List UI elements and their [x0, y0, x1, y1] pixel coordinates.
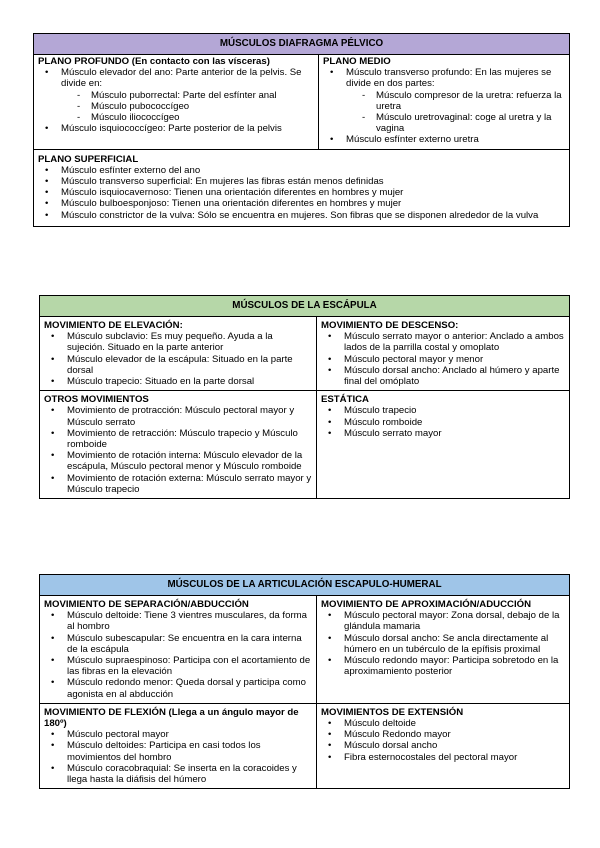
list-item	[344, 718, 565, 729]
list-item	[67, 610, 312, 632]
list-item	[61, 210, 565, 221]
list-item-text: Músculo isquiocavernoso: Tienen una orientación diferentes en hombres y mujer	[61, 187, 404, 199]
list-item	[346, 134, 565, 145]
list-item	[67, 473, 312, 495]
shoulder-abduction-title: MOVIMIENTO DE SEPARACIÓN/ABDUCCIÓN	[44, 599, 249, 610]
list-item-text: Músculo pectoral mayor y menor	[344, 353, 484, 365]
list-item	[67, 763, 312, 785]
list-item-text: Músculo elevador de la escápula: Situado en la parte dorsal	[67, 353, 293, 376]
sub-list	[61, 90, 314, 124]
list-item	[344, 405, 565, 416]
list-item-text: Músculo pectoral mayor	[67, 729, 169, 741]
list-item-text: Músculo esfínter externo uretra	[346, 134, 479, 146]
list-item-text: Músculo redondo mayor: Participa sobretodo en la aproximamiento posterior	[344, 655, 559, 678]
list-item-text: Músculo isquiococcígeo: Parte posterior de la pelvis	[61, 123, 282, 135]
scapula-elevation-list	[44, 331, 312, 387]
list-item-text: Músculo subclavio: Es muy pequeño. Ayuda a la sujeción. Situado en la parte anterior	[67, 331, 273, 354]
pelvic-row-2	[34, 150, 569, 226]
scapula-static-title: ESTÁTICA	[321, 394, 369, 406]
sub-list-item: - Músculo puborrectal: Parte del esfínter anal	[91, 90, 314, 101]
list-item	[67, 450, 312, 472]
list-item	[67, 740, 312, 762]
scapula-other-cell	[40, 391, 316, 498]
sub-list-item: - Músculo compresor de la uretra: refuerza la uretra	[376, 90, 565, 112]
list-item	[67, 633, 312, 655]
list-item	[344, 331, 565, 353]
list-item	[344, 752, 565, 763]
shoulder-table	[39, 574, 570, 789]
shoulder-extension-cell	[316, 704, 569, 788]
list-item	[67, 405, 312, 427]
shoulder-abduction-list	[44, 610, 312, 700]
list-item-text: Músculo pectoral mayor: Zona dorsal, debajo de la glándula mamaria	[344, 610, 560, 633]
shoulder-adduction-title: MOVIMIENTO DE APROXIMACIÓN/ADUCCIÓN	[321, 599, 532, 610]
shoulder-extension-list	[321, 718, 565, 763]
scapula-static-cell	[316, 391, 569, 498]
list-item	[61, 67, 314, 123]
scapula-descent-title: MOVIMIENTO DE DESCENSO:	[321, 320, 459, 331]
pelvic-row-1	[34, 55, 569, 150]
sub-list-item: - Músculo iliococcígeo	[91, 112, 314, 123]
list-item	[61, 198, 565, 209]
scapula-elevation-title: MOVIMIENTO DE ELEVACIÓN:	[44, 320, 183, 331]
scapula-table	[39, 295, 570, 499]
list-item-text: Músculo deltoide: Tiene 3 vientres musculares, da forma al hombro	[67, 610, 307, 633]
list-item	[344, 740, 565, 751]
list-item	[344, 354, 565, 365]
shoulder-header: MÚSCULOS DE LA ARTICULACIÓN ESCAPULO-HUMERAL	[40, 575, 569, 596]
list-item-text: Movimiento de rotación interna: Músculo elevador de la escápula, Músculo pectoral menor y Músculo romboide	[67, 450, 303, 473]
list-item-text: Músculo serrato mayor	[344, 427, 442, 439]
list-item	[67, 331, 312, 353]
list-item-text: Músculo romboide	[344, 416, 423, 428]
list-item-text: Músculo subescapular: Se encuentra en la cara interna de la escápula	[67, 632, 302, 655]
list-item	[346, 67, 565, 134]
list-item-text: Fibra esternocostales del pectoral mayor	[344, 751, 518, 763]
list-item	[344, 417, 565, 428]
pelvic-superficial-list	[38, 165, 565, 221]
list-item	[67, 428, 312, 450]
list-item-text: Movimiento de rotación externa: Músculo serrato mayor y Músculo trapecio	[67, 472, 312, 495]
list-item	[67, 729, 312, 740]
list-item	[344, 729, 565, 740]
scapula-header: MÚSCULOS DE LA ESCÁPULA	[40, 296, 569, 317]
list-item-text: Músculo bulboesponjoso: Tienen una orientación diferentes en hombres y mujer	[61, 198, 402, 210]
list-item-text: Músculo transverso superficial: En mujeres las fibras están menos definidas	[61, 176, 384, 188]
sub-list-item: - Músculo uretrovaginal: coge al uretra y la vagina	[376, 112, 565, 134]
sub-list-item: - Músculo pubococcígeo	[91, 101, 314, 112]
pelvic-superficial-cell	[34, 150, 569, 226]
shoulder-adduction-list	[321, 610, 565, 677]
scapula-other-list	[44, 405, 312, 495]
pelvic-header: MÚSCULOS DIAFRAGMA PÉLVICO	[34, 34, 569, 55]
shoulder-flexion-title: MOVIMIENTO DE FLEXIÓN (Llega a un ángulo mayor de 180º)	[44, 706, 299, 730]
list-item	[344, 365, 565, 387]
shoulder-adduction-cell	[316, 596, 569, 703]
list-item	[344, 655, 565, 677]
scapula-descent-cell	[316, 317, 569, 390]
list-item	[67, 354, 312, 376]
pelvic-deep-cell	[34, 55, 318, 149]
pelvic-middle-title: PLANO MEDIO	[323, 56, 391, 67]
list-item	[61, 176, 565, 187]
list-item-text: Músculo dorsal ancho: Anclado al húmero y aparte final del omóplato	[344, 364, 560, 388]
list-item-text: Movimiento de retracción: Músculo trapecio y Músculo romboide	[67, 427, 298, 451]
scapula-elevation-cell	[40, 317, 316, 390]
pelvic-middle-cell	[318, 55, 569, 149]
list-item-text: Músculo supraespinoso: Participa con el acortamiento de las fibras en la elevación	[67, 655, 311, 678]
list-item-text: Músculo transverso profundo: En las mujeres se divide en dos partes:	[346, 67, 552, 90]
pelvic-superficial-title: PLANO SUPERFICIAL	[38, 153, 139, 165]
list-item-text: Músculo Redondo mayor	[344, 729, 451, 741]
list-item	[344, 633, 565, 655]
list-item-text: Músculo dorsal ancho	[344, 740, 438, 752]
list-item-text: Músculo redondo menor: Queda dorsal y participa como agonista en al abducción	[67, 677, 306, 700]
shoulder-abduction-cell	[40, 596, 316, 703]
list-item-text: Movimiento de protracción: Músculo pectoral mayor y Músculo serrato	[67, 405, 295, 428]
pelvic-middle-list	[323, 67, 565, 145]
shoulder-flexion-cell	[40, 704, 316, 788]
list-item	[61, 187, 565, 198]
list-item	[344, 610, 565, 632]
list-item	[67, 376, 312, 387]
list-item	[67, 655, 312, 677]
list-item-text: Músculo trapecio: Situado en la parte dorsal	[67, 376, 255, 388]
list-item-text: Músculo deltoides: Participa en casi todos los movimientos del hombro	[67, 740, 261, 763]
list-item-text: Músculo elevador del ano: Parte anterior de la pelvis. Se divide en:	[61, 67, 302, 90]
sub-list	[346, 90, 565, 135]
list-item	[344, 428, 565, 439]
scapula-other-title: OTROS MOVIMIENTOS	[44, 394, 149, 406]
list-item-text: Músculo deltoide	[344, 718, 416, 730]
list-item-text: Músculo serrato mayor o anterior: Anclado a ambos lados de la parrilla costal y omoplato	[344, 331, 564, 354]
pelvic-deep-list	[38, 67, 314, 134]
scapula-descent-list	[321, 331, 565, 387]
scapula-row-2	[40, 391, 569, 498]
scapula-static-list	[321, 405, 565, 439]
list-item	[61, 165, 565, 176]
list-item-text: Músculo coracobraquial: Se inserta en la coracoides y llega hasta la diáfisis del húmero	[67, 762, 297, 786]
list-item-text: Músculo trapecio	[344, 405, 417, 417]
list-item	[67, 677, 312, 699]
shoulder-row-2	[40, 704, 569, 788]
list-item-text: Músculo dorsal ancho: Se ancla directamente al húmero en un tubérculo de la epífisis proximal	[344, 632, 549, 655]
shoulder-extension-title: MOVIMIENTOS DE EXTENSIÓN	[321, 706, 464, 718]
pelvic-deep-title: PLANO PROFUNDO (En contacto con las vísceras)	[38, 56, 270, 67]
scapula-row-1	[40, 317, 569, 391]
list-item	[61, 123, 314, 134]
pelvic-table	[33, 33, 570, 227]
shoulder-flexion-list	[44, 729, 312, 785]
shoulder-row-1	[40, 596, 569, 704]
list-item-text: Músculo constrictor de la vulva: Sólo se encuentra en mujeres. Son fibras que se disponen alrededor de la vulva	[61, 209, 539, 221]
list-item-text: Músculo esfínter externo del ano	[61, 164, 201, 176]
